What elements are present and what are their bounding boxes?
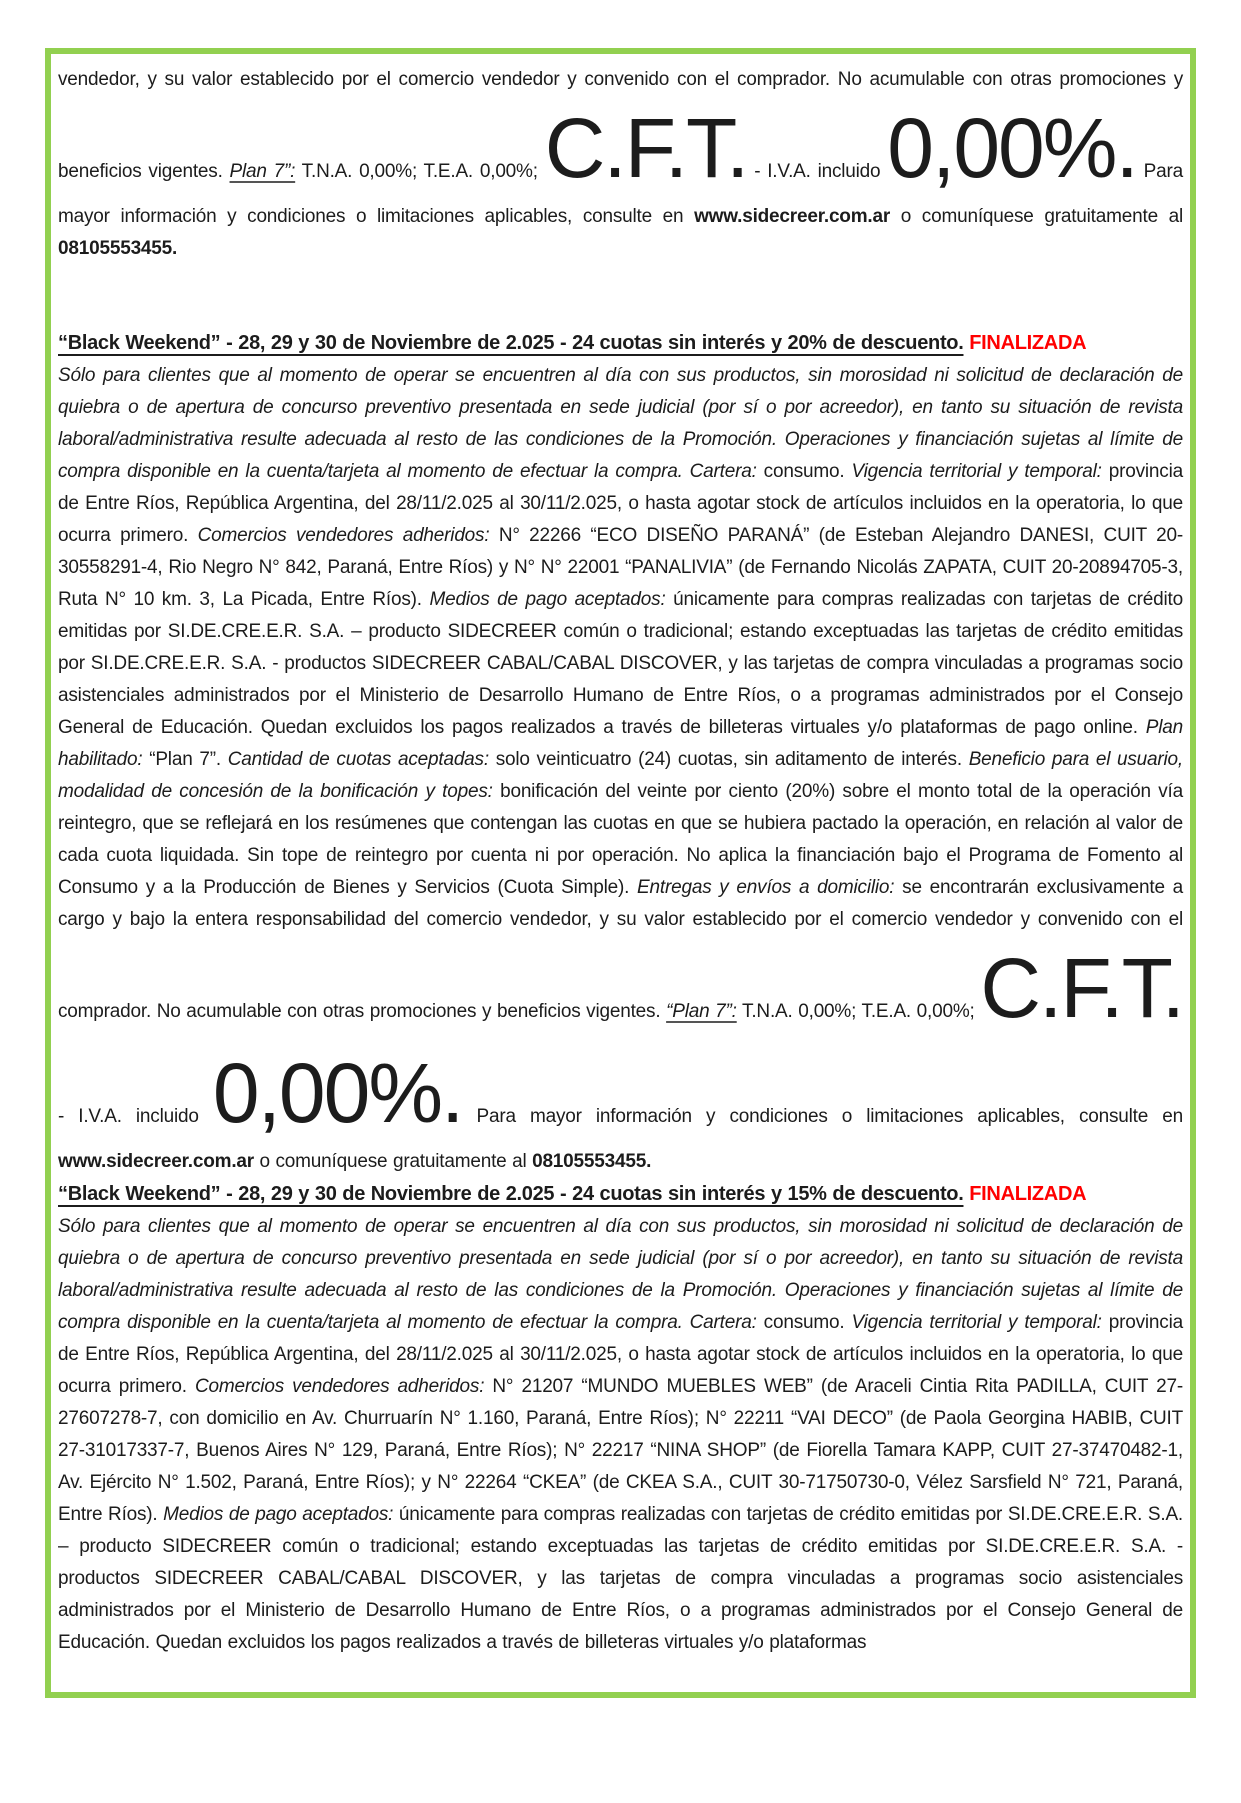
text-run: Para mayor información y condiciones o limitaciones aplicables, consulte en <box>58 161 1183 227</box>
text-run: Medios de pago aceptados: <box>163 1504 394 1525</box>
text-run: provincia de Entre Ríos, República Argentina, del 28/11/2.025 al 30/11/2.025, o hasta agotar stock de artículos incluidos en la operatoria, lo que ocurra primero. <box>58 1312 1183 1397</box>
promo-heading-15-descuento <box>58 1178 1183 1211</box>
plan7-reference: “Plan 7”: <box>666 1001 737 1022</box>
text-run: Cartera: <box>689 1312 757 1333</box>
text-run: consumo. <box>756 1312 852 1333</box>
text-run: Para mayor información y condiciones o limitaciones aplicables, consulte en <box>462 1106 1183 1127</box>
text-run: N° 22266 “ECO DISEÑO PARANÁ” (de Esteban Alejandro DANESI, CUIT 20-30558291-4, Rio Negro N° 842, Paraná, Entre Ríos) y N° N° 22001 “PANALIVIA” (de Fernando Nicolás ZAPATA, CUIT 20-20894705-3, Ruta N° 10 km. 3, La Picada, Entre Ríos). <box>58 525 1184 610</box>
paragraph-promo-20-terms <box>58 360 1183 1178</box>
promo-heading-20-descuento <box>58 327 1183 360</box>
page-border-frame <box>45 48 1196 1698</box>
text-run: o comuníquese gratuitamente al <box>890 206 1184 227</box>
promo-title: “Black Weekend” - 28, 29 y 30 de Noviembre de 2.025 - 24 cuotas sin interés y 20% de descuento. <box>58 332 964 354</box>
text-run: “Plan 7”. <box>142 749 228 770</box>
text-run: Beneficio para el usuario, modalidad de concesión de la bonificación y topes: <box>58 749 1183 802</box>
text-run: Entregas y envíos a domicilio: <box>637 877 895 898</box>
website-url: www.sidecreer.com.ar <box>58 1151 254 1172</box>
cft-large-value: 0,00%. <box>887 101 1137 195</box>
text-run: N° 21207 “MUNDO MUEBLES WEB” (de Araceli Cintia Rita PADILLA, CUIT 27-27607278-7, con domicilio en Av. Churruarín N° 1.160, Paraná, Entre Ríos); N° 22211 “VAI DECO” (de Paola Georgina HABIB, CUIT 27-31017337-7, Buenos Aires N° 129, Paraná, Entre Ríos); N° 22217 “NINA SHOP” (de Fiorella Tamara KAPP, CUIT 27-37470482-1, Av. Ejército N° 1.502, Paraná, Entre Ríos); y N° 22264 “CKEA” (de CKEA S.A., CUIT 30-71750730-0, Vélez Sarsfield N° 721, Paraná, Entre Ríos). <box>58 1376 1183 1525</box>
cft-large-value: 0,00%. <box>212 1046 463 1140</box>
text-run: Cantidad de cuotas aceptadas: <box>227 749 489 770</box>
text-run: Comercios vendedores adheridos: <box>197 525 490 546</box>
text-run: - I.V.A. incluido <box>747 161 888 182</box>
phone-number: 08105553455. <box>532 1151 652 1172</box>
text-run: T.N.A. 0,00%; T.E.A. 0,00%; <box>295 161 545 182</box>
text-run: Sólo para clientes que al momento de operar se encuentren al día con sus productos, sin morosidad ni solicitud de declaración de quiebra o de apertura de concurso preventivo presentada en sede judicial (por sí o por acreedor), en tanto su situación de revista laboral/administrativa resulte adecuada al resto de las condiciones de la Promoción. Operaciones y financiación sujetas al límite de compra disponible en la cuenta/tarjeta al momento de efectuar la compra. <box>58 365 1183 482</box>
promo-title: “Black Weekend” - 28, 29 y 30 de Noviembre de 2.025 - 24 cuotas sin interés y 15% de descuento. <box>58 1183 964 1205</box>
plan7-reference: Plan 7”: <box>229 161 296 182</box>
text-run: Cartera: <box>689 461 757 482</box>
text-run: únicamente para compras realizadas con tarjetas de crédito emitidas por SI.DE.CRE.E.R. S.A. – producto SIDECREER común o tradicional; estando exceptuadas las tarjetas de crédito emitidas por SI.DE.CRE.E.R. S.A. - productos SIDECREER CABAL/CABAL DISCOVER, y las tarjetas de compra vinculadas a programas socio asistenciales administrados por el Ministerio de Desarrollo Humano de Entre Ríos, o a programas administrados por el Consejo General de Educación. Quedan excluidos los pagos realizados a través de billeteras virtuales y/o plataformas de pago online. <box>58 589 1183 738</box>
text-run: únicamente para compras realizadas con tarjetas de crédito emitidas por SI.DE.CRE.E.R. S.A. – producto SIDECREER común o tradicional; estando exceptuadas las tarjetas de crédito emitidas por SI.DE.CRE.E.R. S.A. - productos SIDECREER CABAL/CABAL DISCOVER, y las tarjetas de compra vinculadas a programas socio asistenciales administrados por el Ministerio de Desarrollo Humano de Entre Ríos, o a programas administrados por el Consejo General de Educación. Quedan excluidos los pagos realizados a través de billeteras virtuales y/o plataformas <box>58 1504 1183 1653</box>
text-run: Comercios vendedores adheridos: <box>195 1376 485 1397</box>
text-run: se encontrarán exclusivamente a cargo y bajo la entera responsabilidad del comercio vendedor, y su valor establecido por el comercio vendedor y convenido con el comprador. No acumulable con otras promociones y beneficios vigentes. <box>58 877 1183 1022</box>
paragraph-promo-15-terms <box>58 1211 1183 1659</box>
phone-number: 08105553455. <box>58 238 178 259</box>
cft-large-label: C.F.T. <box>544 101 748 195</box>
website-url: www.sidecreer.com.ar <box>694 206 891 227</box>
cft-large-label: C.F.T. <box>980 941 1183 1035</box>
paragraph-plan7-cft-1 <box>58 64 1183 265</box>
text-run: consumo. <box>756 461 852 482</box>
text-run: solo veinticuatro (24) cuotas, sin aditamento de interés. <box>488 749 969 770</box>
text-run: o comuníquese gratuitamente al <box>253 1151 533 1172</box>
text-run: Plan habilitado: <box>58 717 1183 770</box>
text-run: Sólo para clientes que al momento de operar se encuentren al día con sus productos, sin morosidad ni solicitud de declaración de quiebra o de apertura de concurso preventivo presentada en sede judicial (por sí o por acreedor), en tanto su situación de revista laboral/administrativa resulte adecuada al resto de las condiciones de la Promoción. Operaciones y financiación sujetas al límite de compra disponible en la cuenta/tarjeta al momento de efectuar la compra. <box>58 1216 1183 1333</box>
text-run: Medios de pago aceptados: <box>429 589 666 610</box>
text-run: Vigencia territorial y temporal: <box>851 1312 1102 1333</box>
text-run: provincia de Entre Ríos, República Argentina, del 28/11/2.025 al 30/11/2.025, o hasta agotar stock de artículos incluidos en la operatoria, lo que ocurra primero. <box>58 461 1183 546</box>
text-run: T.N.A. 0,00%; T.E.A. 0,00%; <box>736 1001 981 1022</box>
text-run: vendedor, y su valor establecido por el comercio vendedor y convenido con el comprador. No acumulable con otras promociones y beneficios vigentes. <box>58 69 1183 182</box>
document-body <box>58 64 1183 1659</box>
text-run: - I.V.A. incluido <box>58 1106 213 1127</box>
text-run: Vigencia territorial y temporal: <box>851 461 1102 482</box>
status-finalizada: FINALIZADA <box>969 332 1087 354</box>
text-run: bonificación del veinte por ciento (20%) sobre el monto total de la operación vía reintegro, que se reflejará en los resúmenes que contengan las cuotas en que se hubiera pactado la operación, en relación al valor de cada cuota liquidada. Sin tope de reintegro por cuenta ni por operación. No aplica la financiación bajo el Programa de Fomento al Consumo y a la Producción de Bienes y Servicios (Cuota Simple). <box>58 781 1184 898</box>
status-finalizada: FINALIZADA <box>969 1183 1087 1205</box>
